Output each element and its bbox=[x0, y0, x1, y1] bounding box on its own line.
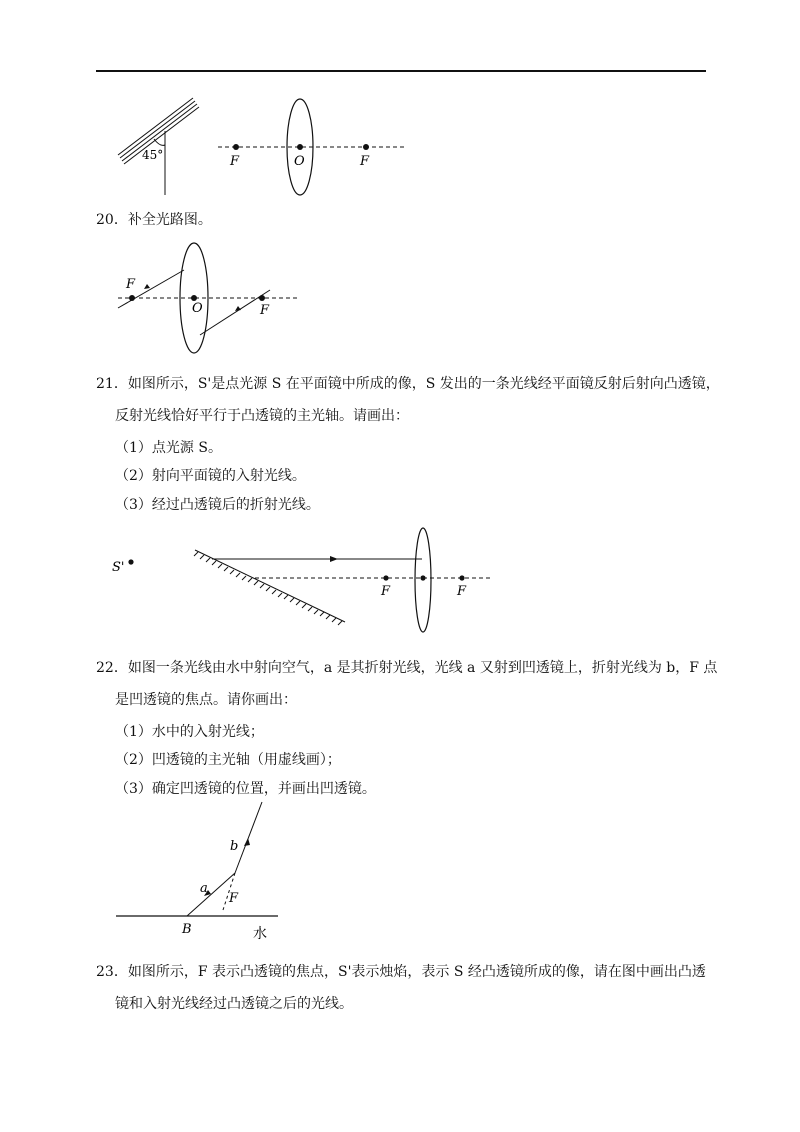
arrow-icon bbox=[235, 306, 241, 311]
label-a-ray: a bbox=[200, 881, 208, 896]
image-point bbox=[128, 559, 133, 564]
angle-label: 45° bbox=[142, 148, 164, 162]
q21-figure bbox=[100, 522, 500, 637]
focal-point-right bbox=[259, 295, 265, 301]
focal-point-left bbox=[233, 144, 239, 150]
focal-point-left bbox=[129, 295, 135, 301]
q21-item-1: （1）点光源 S。 bbox=[115, 440, 222, 456]
label-o: O bbox=[294, 154, 305, 169]
convex-lens-figure-top bbox=[210, 95, 410, 200]
q23-line2: 镜和入射光线经过凸透镜之后的光线。 bbox=[115, 996, 353, 1012]
focal-point-left bbox=[383, 575, 388, 580]
label-o: O bbox=[192, 301, 203, 316]
label-f-right: F bbox=[457, 584, 467, 599]
q23-line1: 23．如图所示，F 表示凸透镜的焦点，S'表示烛焰，表示 S 经凸透镜所成的像，请在图中画出凸透 bbox=[96, 964, 706, 980]
header-rule bbox=[96, 70, 706, 72]
label-f-left: F bbox=[381, 584, 391, 599]
q22-figure bbox=[110, 800, 290, 945]
ray-b bbox=[235, 802, 262, 873]
arrow-icon bbox=[144, 284, 150, 289]
q21-line2: 反射光线恰好平行于凸透镜的主光轴。请画出： bbox=[115, 408, 409, 424]
label-f-right: F bbox=[260, 303, 270, 318]
focal-point-right bbox=[363, 144, 369, 150]
label-f: F bbox=[229, 891, 239, 906]
q20-text: 20．补全光路图。 bbox=[96, 212, 212, 228]
optical-center bbox=[297, 144, 303, 150]
q22-line2: 是凹透镜的焦点。请你画出： bbox=[115, 692, 297, 708]
refracted-ray-a bbox=[187, 873, 235, 916]
focal-point-right bbox=[459, 575, 464, 580]
plane-mirror bbox=[194, 550, 345, 625]
q22-item-3: （3）确定凹透镜的位置，并画出凹透镜。 bbox=[115, 781, 376, 797]
q20-figure bbox=[110, 238, 310, 358]
optical-center bbox=[420, 575, 425, 580]
label-f-left: F bbox=[230, 154, 240, 169]
label-f-left: F bbox=[126, 277, 136, 292]
label-water: 水 bbox=[253, 926, 267, 942]
label-b-ray: b bbox=[230, 839, 239, 854]
arrow-icon bbox=[244, 838, 250, 846]
arrow-icon bbox=[330, 556, 338, 562]
label-point-b: B bbox=[182, 922, 192, 937]
q21-line1: 21．如图所示，S'是点光源 S 在平面镜中所成的像，S 发出的一条光线经平面镜反射后射向凸透镜， bbox=[96, 376, 720, 392]
q22-line1: 22．如图一条光线由水中射向空气，a 是其折射光线，光线 a 又射到凹透镜上，折射光线为 b，F 点 bbox=[96, 660, 718, 676]
q21-item-3: （3）经过凸透镜后的折射光线。 bbox=[115, 497, 320, 513]
q22-item-2: （2）凹透镜的主光轴（用虚线画）； bbox=[115, 752, 341, 768]
mirror-figure bbox=[110, 95, 210, 200]
q22-item-1: （1）水中的入射光线； bbox=[115, 724, 264, 740]
label-s-image: S' bbox=[112, 560, 125, 575]
q21-item-2: （2）射向平面镜的入射光线。 bbox=[115, 468, 306, 484]
label-f-right: F bbox=[360, 154, 370, 169]
